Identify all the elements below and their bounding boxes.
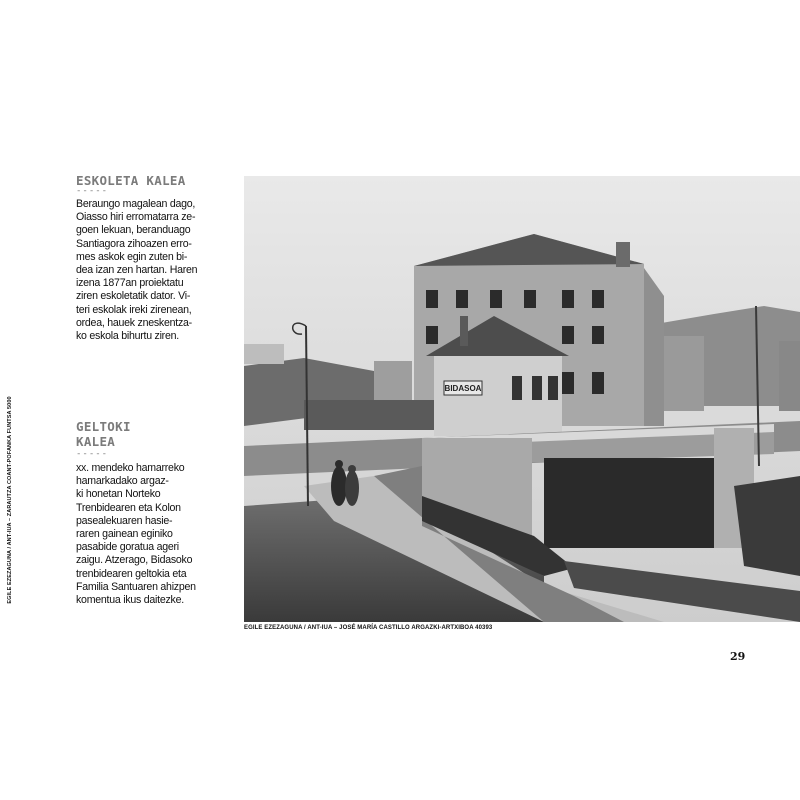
text-line: Trenbidearen eta Kolon — [76, 501, 181, 514]
text-line: ko eskola bihurtu ziren. — [76, 330, 179, 343]
heading-dashes: ----- — [76, 449, 109, 459]
text-line: trenbidearen geltokia eta — [76, 567, 187, 580]
vertical-photo-caption — [0, 370, 20, 630]
text-line: Santiagora zihoazen erro- — [76, 237, 192, 250]
section-heading-eskoleta: ESKOLETA KALEA — [76, 173, 186, 188]
historic-photograph — [244, 176, 800, 622]
text-line: mes askok egin zuten bi- — [76, 250, 188, 263]
text-line: ziren eskoletatik dator. Vi- — [76, 290, 191, 303]
text-line: pasabide goratua ageri — [76, 541, 179, 554]
shed-roof — [304, 400, 434, 430]
text-line: komentua ikus daitezke. — [76, 594, 184, 607]
right-foliage — [734, 476, 800, 576]
text-line: Oiasso hiri erromatarra ze- — [76, 211, 196, 224]
text-line: goen lekuan, beranduago — [76, 224, 191, 237]
distant-houses — [664, 336, 704, 411]
text-line: xx. mendeko hamarreko — [76, 462, 185, 474]
page-number: 29 — [730, 650, 746, 663]
text-line: pasealekuaren hasie- — [76, 514, 173, 527]
text-line: teri eskolak ireki zirenean, — [76, 303, 192, 316]
text-line: dea izan zen hartan. Haren — [76, 264, 198, 277]
section-heading-geltoki: GELTOKI KALEA — [76, 419, 131, 449]
text-line: Familia Santuaren ahizpen — [76, 580, 196, 593]
text-line: hamarkadako argaz- — [76, 475, 169, 488]
text-line: ordea, hauek zneskentza- — [76, 316, 192, 329]
distant-building-left — [244, 344, 284, 364]
distant-houses-right — [779, 341, 800, 411]
section-body-geltoki — [76, 462, 236, 607]
photo-credit: EGILE EZEZAGUNA / ANT-IUA – JOSÉ MARÍA CASTILLO ARGAZKI-ARTXIBOA 40393 — [244, 625, 493, 631]
vertical-caption-text: EGILE EZEZAGUNA / ANT-IUA – ZARAUTZA COANT-POFANKA FUNTSA 5000 — [7, 396, 13, 604]
text-line: Beraungo magalean dago, — [76, 198, 196, 210]
heading-dashes: ----- — [76, 186, 109, 196]
text-line: zaigu. Atzerago, Bidasoko — [76, 554, 193, 567]
text-line: ki honetan Norteko — [76, 488, 161, 501]
text-line: raren gainean eginiko — [76, 528, 173, 541]
distant-building — [374, 361, 412, 401]
photo-illustration — [244, 176, 800, 622]
text-line: izena 1877an proiektatu — [76, 277, 184, 290]
station-sign: BIDASOA — [444, 384, 482, 393]
section-body-eskoleta — [76, 198, 236, 343]
